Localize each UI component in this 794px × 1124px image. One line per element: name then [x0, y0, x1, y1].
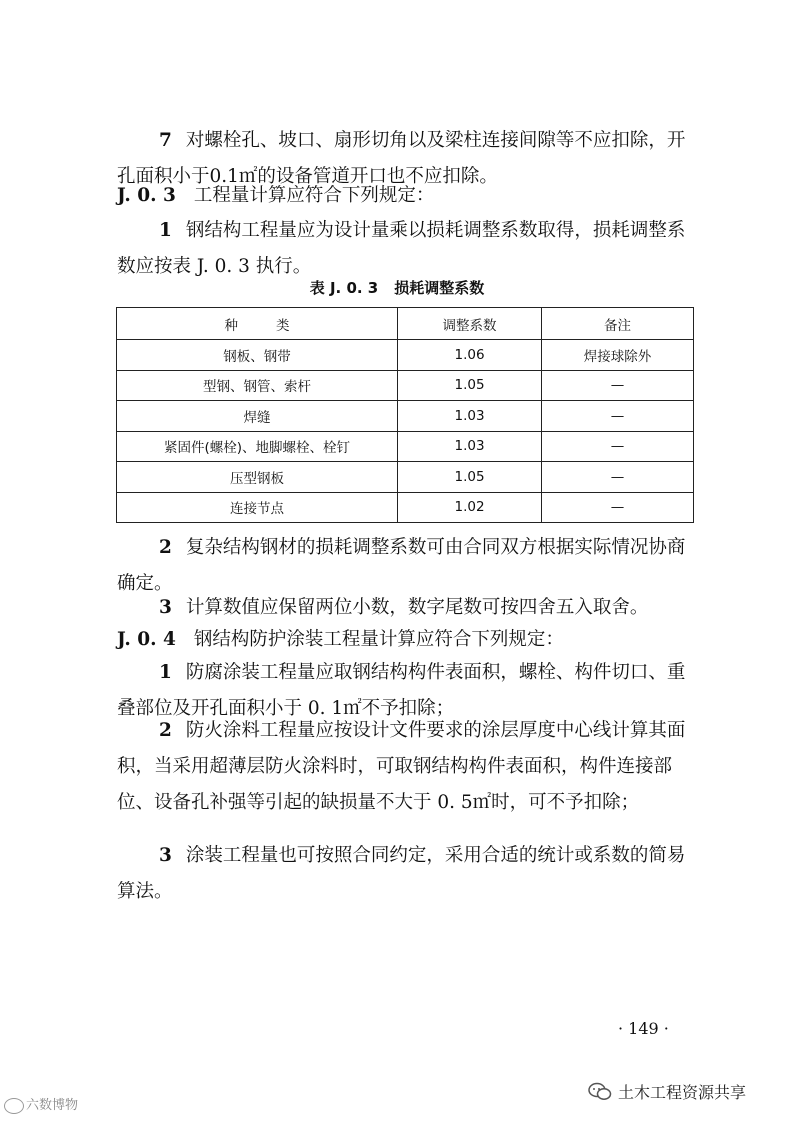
cell-note: —: [542, 492, 694, 523]
loss-coefficient-table: [116, 307, 694, 523]
table-row: [117, 340, 694, 371]
header-coef: 调整系数: [398, 308, 542, 340]
item-text: 涂装工程量也可按照合同约定，采用合适的统计或系数的简易算法。: [117, 845, 686, 902]
cell-coef: 1.03: [398, 431, 542, 462]
paragraph-j03-3: [117, 590, 697, 626]
item-number: 1: [159, 220, 172, 241]
table-caption-number: 表 J. 0. 3: [309, 279, 379, 297]
item-number: 7: [159, 130, 172, 151]
cell-note: —: [542, 431, 694, 462]
cell-note: —: [542, 462, 694, 493]
header-note: 备注: [542, 308, 694, 340]
clause-j03: [117, 178, 697, 214]
item-text: 防腐涂装工程量应取钢结构构件表面积，螺栓、构件切口、重叠部位及开孔面积小于 0. 1㎡不予扣除；: [117, 662, 686, 719]
table-row: [117, 431, 694, 462]
clause-number: J. 0. 3: [117, 185, 176, 206]
cell-coef: 1.05: [398, 462, 542, 493]
table-header-row: [117, 308, 694, 340]
cell-kind: 焊缝: [117, 401, 398, 432]
table-caption: [0, 277, 794, 298]
item-number: 2: [159, 720, 172, 741]
logo-icon: [4, 1098, 24, 1114]
table-caption-title: 损耗调整系数: [394, 279, 485, 297]
wechat-icon: [588, 1082, 612, 1106]
cell-note: 焊接球除外: [542, 340, 694, 371]
item-number: 1: [159, 662, 172, 683]
cell-kind: 连接节点: [117, 492, 398, 523]
clause-text: 工程量计算应符合下列规定：: [193, 185, 435, 206]
cell-coef: 1.05: [398, 370, 542, 401]
page-number: · 149 ·: [618, 1019, 669, 1038]
header-kind: 种类: [117, 308, 398, 340]
cell-note: —: [542, 401, 694, 432]
cell-note: —: [542, 370, 694, 401]
watermark-left: [4, 1094, 78, 1114]
clause-j04: [117, 622, 697, 658]
cell-kind: 型钢、钢管、索杆: [117, 370, 398, 401]
cell-kind: 钢板、钢带: [117, 340, 398, 371]
cell-coef: 1.06: [398, 340, 542, 371]
paragraph-j04-2: [117, 713, 697, 821]
item-text: 防火涂料工程量应按设计文件要求的涂层厚度中心线计算其面积，当采用超薄层防火涂料时，可取钢结构构件表面积，构件连接部位、设备孔补强等引起的缺损量不大于 0. 5㎡时，可不予扣除；: [117, 720, 686, 813]
clause-number: J. 0. 4: [117, 629, 176, 650]
watermark-right-text: 土木工程资源共享: [618, 1083, 747, 1102]
table-row: [117, 492, 694, 523]
watermark-left-text: 六数博物: [26, 1098, 79, 1113]
item-text: 对螺栓孔、坡口、扇形切角以及梁柱连接间隙等不应扣除，开孔面积小于0.1㎡的设备管道开口也不应扣除。: [117, 130, 686, 187]
item-text: 钢结构工程量应为设计量乘以损耗调整系数取得，损耗调整系数应按表 J. 0. 3 执行。: [117, 220, 686, 277]
table-row: [117, 370, 694, 401]
clause-text: 钢结构防护涂装工程量计算应符合下列规定：: [193, 629, 564, 650]
paragraph-j04-3: [117, 838, 697, 910]
table-row: [117, 401, 694, 432]
watermark-right: [588, 1080, 746, 1106]
table-row: [117, 462, 694, 493]
item-text: 计算数值应保留两位小数，数字尾数可按四舍五入取舍。: [185, 597, 649, 618]
item-number: 3: [159, 845, 172, 866]
item-number: 2: [159, 537, 172, 558]
cell-kind: 紧固件(螺栓)、地脚螺栓、栓钉: [117, 431, 398, 462]
cell-kind: 压型钢板: [117, 462, 398, 493]
cell-coef: 1.03: [398, 401, 542, 432]
item-text: 复杂结构钢材的损耗调整系数可由合同双方根据实际情况协商确定。: [117, 537, 686, 594]
cell-coef: 1.02: [398, 492, 542, 523]
item-number: 3: [159, 597, 172, 618]
paragraph-j03-1: [117, 213, 697, 285]
